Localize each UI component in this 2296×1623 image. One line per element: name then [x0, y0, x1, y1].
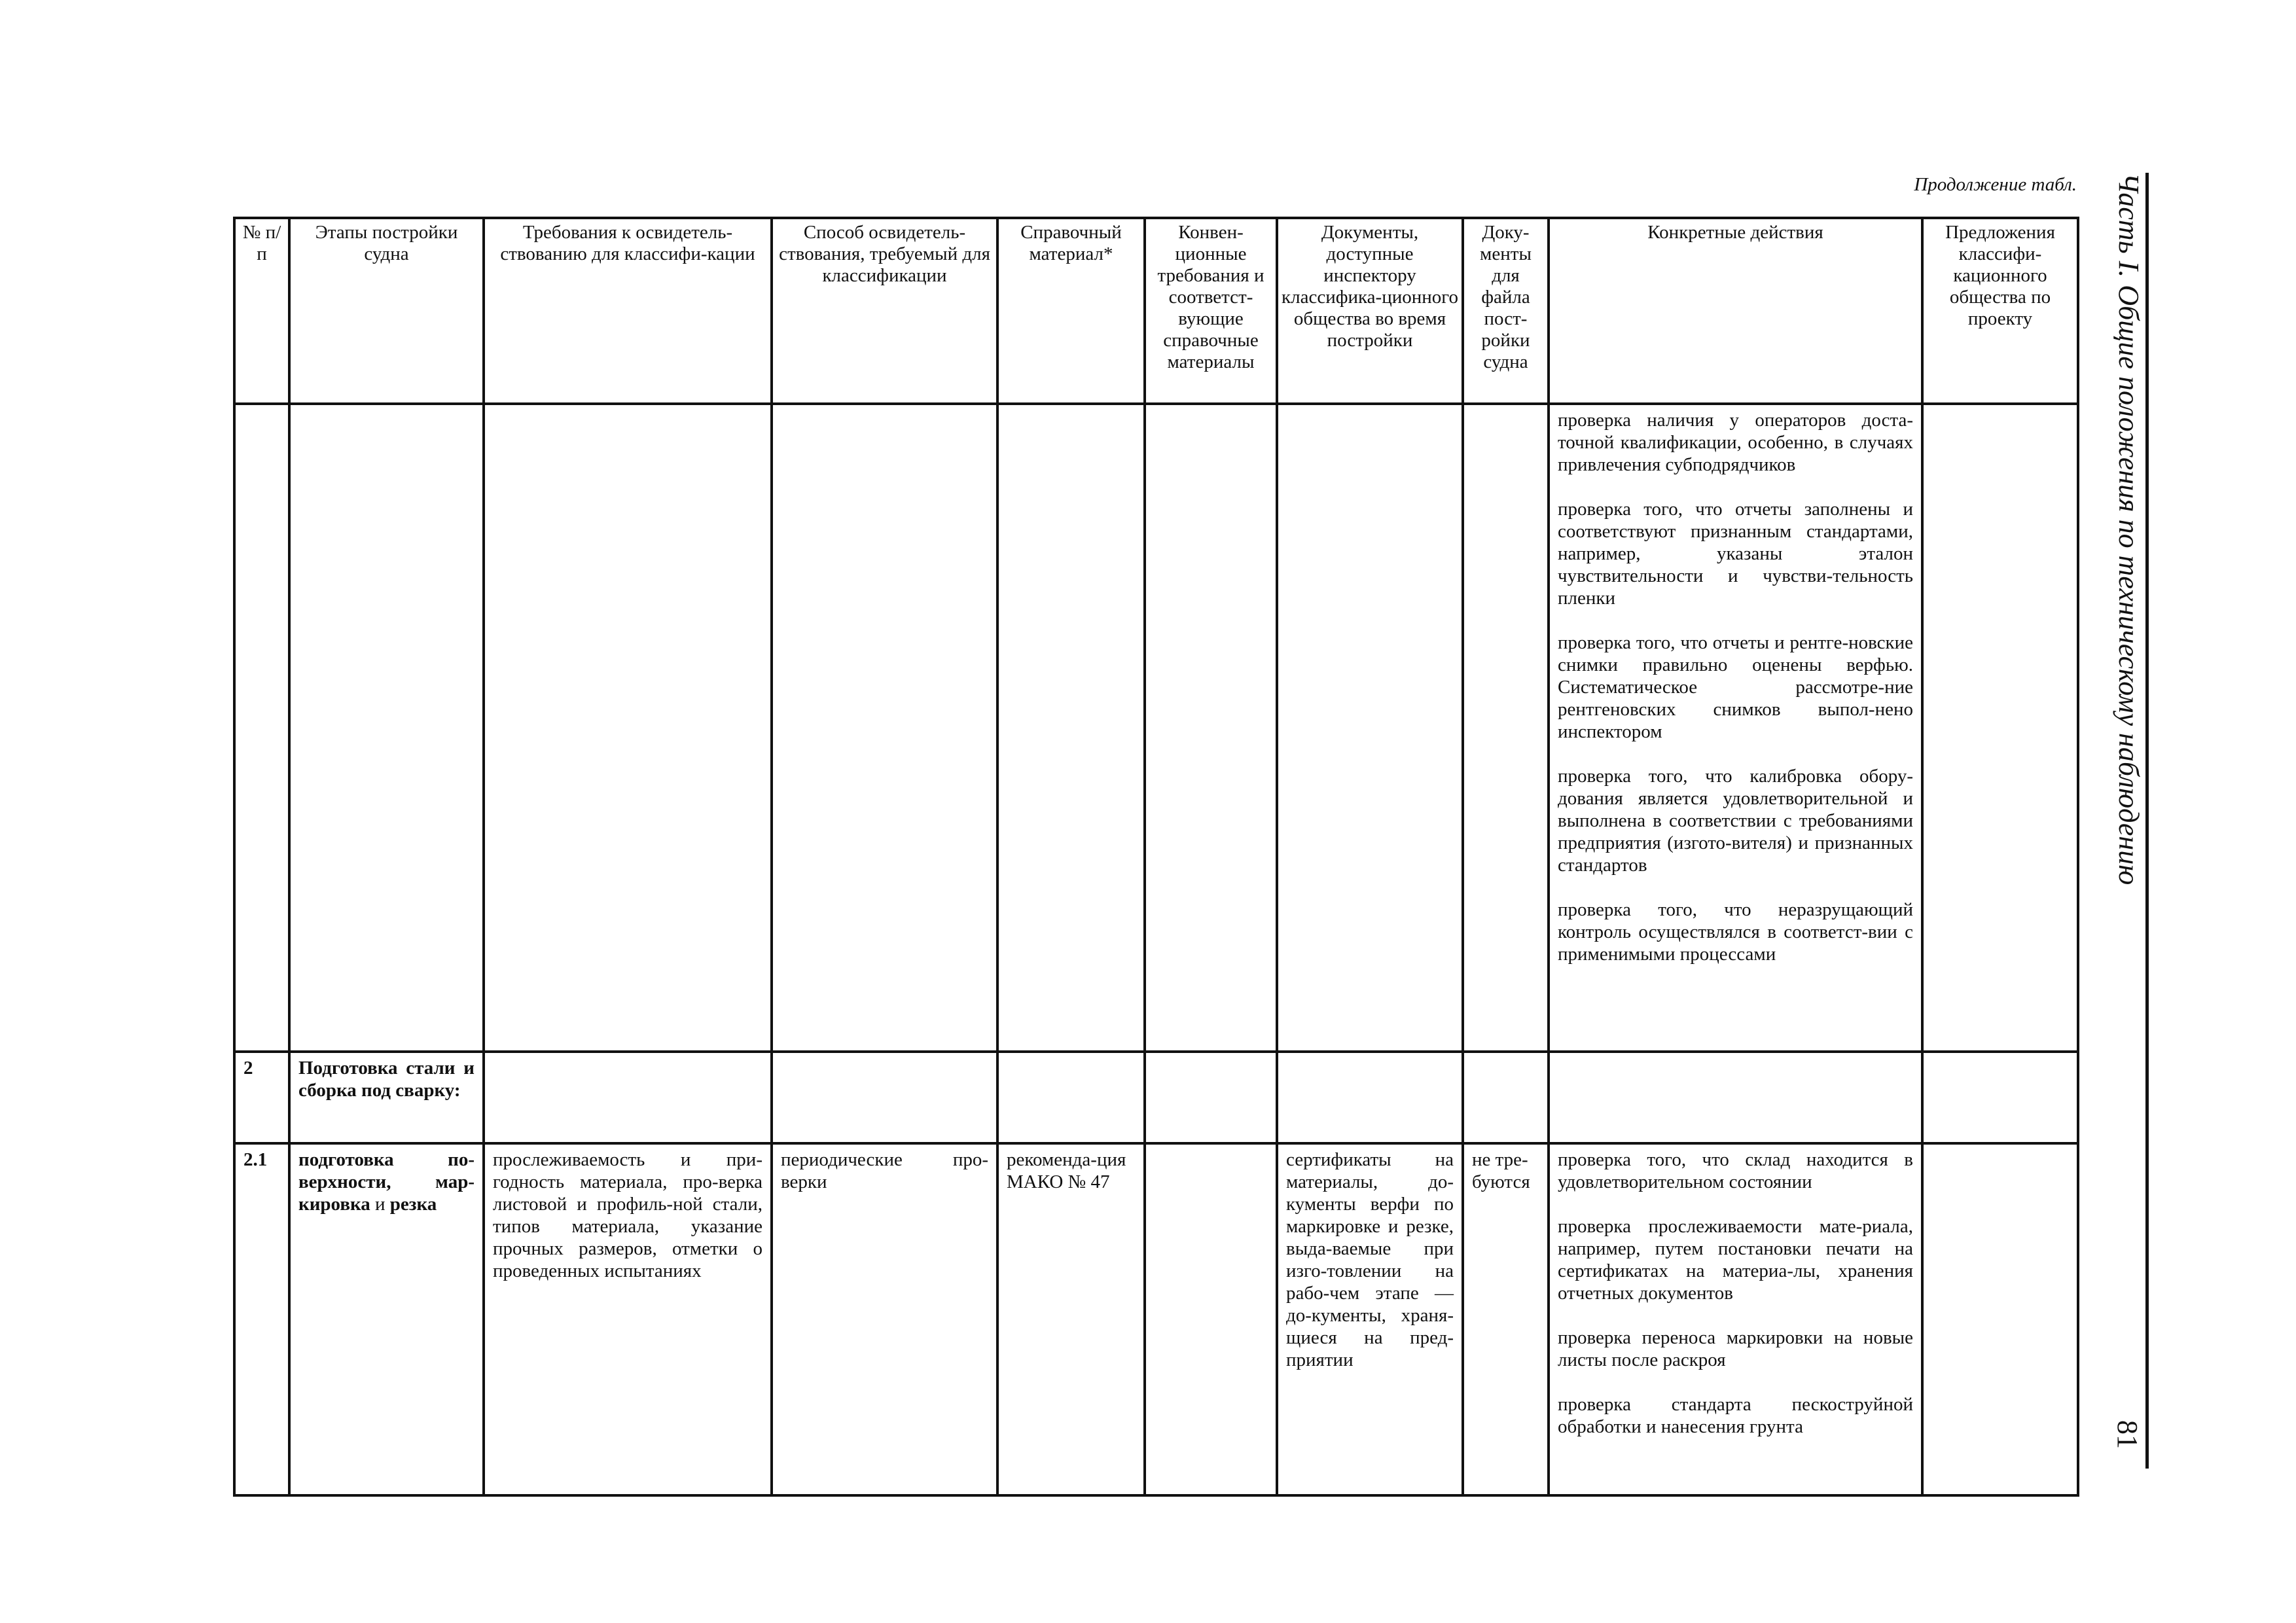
cell-file-docs: [1463, 1052, 1549, 1143]
cell-num: 2: [234, 1052, 289, 1143]
cell-proposals: [1922, 1143, 2078, 1495]
cell-stage: [289, 404, 484, 1052]
cell-file-docs: не тре-буются: [1463, 1143, 1549, 1495]
header-method: Способ освидетель-ствования, требуемый для классификации: [772, 218, 997, 404]
page-number: 81: [2111, 1420, 2144, 1449]
running-header-rule: [2145, 173, 2149, 1469]
action-item: проверка того, что калибровка обору-дования является удовлетворительной и выполнена в соответствии с требованиями предприятия (изгото-вителя) и признанных стандартов: [1558, 766, 1913, 876]
cell-requirements: прослеживаемость и при-годность материала, про-верка листовой и профиль-ной стали, типов материала, указание прочных размеров, отметки о проведенных испытаниях: [484, 1143, 772, 1495]
header-proposals: Предложения классифи-кационного общества по проекту: [1922, 218, 2078, 404]
table-row: [234, 1143, 2078, 1495]
action-item: проверка прослеживаемости мате-риала, например, путем постановки печати на сертификатах на материа-лы, хранения отчетных документов: [1558, 1216, 1913, 1304]
action-item: проверка наличия у операторов доста-точной квалификации, особенно, в случаях привлечения субподрядчиков: [1558, 410, 1913, 475]
cell-actions: [1549, 404, 1922, 1052]
running-header-sidebar: [2111, 173, 2145, 1482]
cell-reference: рекоменда-ция МАКО № 47: [997, 1143, 1145, 1495]
action-item: проверка стандарта пескоструйной обработки и нанесения грунта: [1558, 1394, 1913, 1437]
cell-stage: Подготовка стали и сборка под сварку:: [289, 1052, 484, 1143]
cell-requirements: [484, 404, 772, 1052]
header-row: [234, 218, 2078, 404]
action-item: проверка переноса маркировки на новые листы после раскроя: [1558, 1327, 1913, 1370]
stage-text-part2: резка: [389, 1194, 437, 1215]
action-item: проверка того, что отчеты заполнены и соответствуют признанным стандартами, например, указаны эталон чувствительности и чувстви-тельность пленки: [1558, 499, 1913, 609]
cell-num: 2.1: [234, 1143, 289, 1495]
cell-convention: [1145, 404, 1277, 1052]
cell-stage: [289, 1143, 484, 1495]
cell-actions: [1549, 1052, 1922, 1143]
stage-text-part1: подготовка по-верхности, мар-кировка: [298, 1149, 475, 1215]
cell-proposals: [1922, 404, 2078, 1052]
header-reference: Справочный материал*: [997, 218, 1145, 404]
header-convention: Конвен-ционные требования и соответст-вующие справочные материалы: [1145, 218, 1277, 404]
page-number-box: [2113, 1420, 2142, 1459]
cell-actions: [1549, 1143, 1922, 1495]
cell-num: [234, 404, 289, 1052]
survey-requirements-table: [233, 217, 2079, 1497]
header-file-docs: Доку-менты для файла пост-ройки судна: [1463, 218, 1549, 404]
cell-method: [772, 1052, 997, 1143]
header-requirements: Требования к освидетель-ствованию для классифи-кации: [484, 218, 772, 404]
cell-convention: [1145, 1052, 1277, 1143]
cell-documents: сертификаты на материалы, до-кументы верфи по маркировке и резке, выда-ваемые при изго-товлении на рабо-чем этапе — до-кументы, храня-щиеся на пред-приятии: [1277, 1143, 1463, 1495]
cell-documents: [1277, 1052, 1463, 1143]
cell-reference: [997, 1052, 1145, 1143]
running-header-title: Часть I. Общие положения по техническому наблюдению: [2113, 173, 2145, 885]
cell-reference: [997, 404, 1145, 1052]
continuation-label: Продолжение табл.: [1914, 174, 2077, 195]
cell-file-docs: [1463, 404, 1549, 1052]
stage-text-and: и: [370, 1194, 390, 1215]
header-actions: Конкретные действия: [1549, 218, 1922, 404]
action-item: проверка того, что неразрущающий контроль осуществлялся в соответст-вии с применимыми процессами: [1558, 899, 1913, 965]
cell-requirements: [484, 1052, 772, 1143]
action-item: проверка того, что отчеты и рентге-новские снимки правильно оценены верфью. Систематическое рассмотре-ние рентгеновских снимков выпол-нено инспектором: [1558, 632, 1913, 742]
table-row: [234, 404, 2078, 1052]
header-documents: Документы, доступные инспектору классифика-ционного общества во время постройки: [1277, 218, 1463, 404]
header-stages: Этапы постройки судна: [289, 218, 484, 404]
cell-method: [772, 404, 997, 1052]
cell-documents: [1277, 404, 1463, 1052]
action-item: проверка того, что склад находится в удовлетворительном состоянии: [1558, 1149, 1913, 1192]
cell-method: периодические про-верки: [772, 1143, 997, 1495]
cell-proposals: [1922, 1052, 2078, 1143]
header-num: № п/п: [234, 218, 289, 404]
table-row: [234, 1052, 2078, 1143]
cell-convention: [1145, 1143, 1277, 1495]
